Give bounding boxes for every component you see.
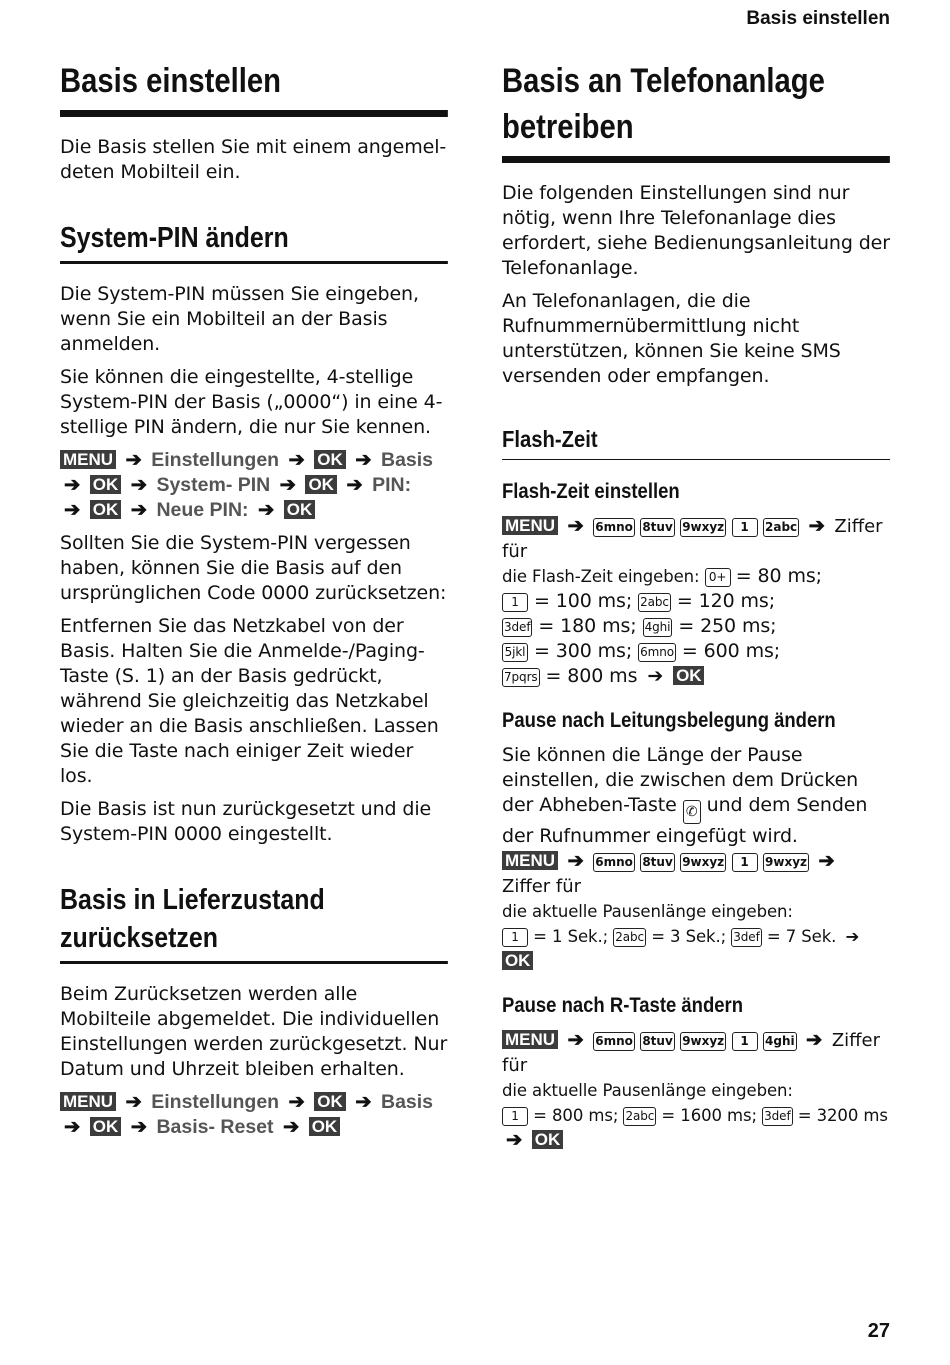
nav-basis-reset: Basis- Reset <box>156 1116 274 1138</box>
pbx-heading-line-2: betreiben <box>502 108 634 146</box>
digit-key-2: 2abc <box>763 518 799 537</box>
menu-key: MENU <box>60 450 116 469</box>
pause-line-heading: Pause nach Leitungsbelegung ändern <box>502 709 836 732</box>
pbx-heading-line-1: Basis an Telefonanlage <box>502 62 825 100</box>
digit-key-1: 1 <box>502 928 528 947</box>
digit-key-2: 2abc <box>623 1107 656 1126</box>
flash-value-3: = 180 ms; <box>538 615 637 637</box>
flash-value-6: = 600 ms; <box>681 640 781 662</box>
digit-key-4: 4ghi <box>643 618 673 637</box>
digit-key-9: 9wxyz <box>680 853 726 872</box>
arrow-icon: ➔ <box>282 1116 300 1138</box>
ok-key: OK <box>502 951 533 970</box>
nav-system-pin: System- PIN <box>156 474 271 496</box>
ok-key: OK <box>309 1117 341 1136</box>
system-pin-nav <box>60 448 448 523</box>
digit-key-8: 8tuv <box>640 518 674 537</box>
pause-r-ok <box>502 1128 890 1153</box>
reset-heading <box>60 881 448 964</box>
flash-values-row-4 <box>502 664 890 689</box>
flash-value-2: = 120 ms; <box>676 590 776 612</box>
arrow-icon: ➔ <box>130 1116 148 1138</box>
reset-heading-line-1: Basis in Lieferzustand <box>60 884 325 916</box>
pause-line-values <box>502 924 890 974</box>
digit-key-2: 2abc <box>638 593 671 612</box>
flash-subheading: Flash-Zeit einstellen <box>502 480 680 503</box>
menu-key: MENU <box>502 1030 558 1049</box>
arrow-icon: ➔ <box>567 850 584 872</box>
digit-key-3: 3def <box>502 618 532 637</box>
arrow-icon: ➔ <box>64 474 81 496</box>
digit-key-9: 9wxyz <box>763 853 809 872</box>
digit-key-1: 1 <box>732 518 758 537</box>
arrow-icon: ➔ <box>355 1091 372 1113</box>
flash-value-5: = 300 ms; <box>533 640 633 662</box>
flash-values-row-3 <box>502 639 890 664</box>
arrow-icon: ➔ <box>818 850 835 872</box>
pbx-heading <box>502 58 890 163</box>
pause-r-value-3: = 3200 ms <box>797 1106 888 1125</box>
arrow-icon: ➔ <box>64 1116 81 1138</box>
arrow-icon: ➔ <box>845 927 860 946</box>
flash-value-7: = 800 ms <box>545 665 638 687</box>
ok-key: OK <box>532 1130 564 1149</box>
ok-key: OK <box>314 450 346 469</box>
pause-enter-text: Ziffer für <box>502 876 582 897</box>
pause-line-value-2: = 3 Sek.; <box>651 927 727 946</box>
ok-key: OK <box>305 475 337 494</box>
system-pin-text-4: Entfernen Sie das Netzkabel von der Basis. Halten Sie die Anmelde-/Paging-Taste (S. 1) an der Basis gedrückt, während Sie gleichzeitig das Netzkabel wieder an die Basis anschließen. Lassen Sie die Taste nach einiger Zeit wieder los. <box>60 615 439 787</box>
arrow-icon: ➔ <box>125 449 142 471</box>
system-pin-text-5: Die Basis ist nun zurückgesetzt und die System-PIN 0000 eingestellt. <box>60 798 432 845</box>
pause-line-text-a: Sie können die Länge der Pause einstellen, die zwischen dem Drücken der Abheben-Taste <box>502 744 859 816</box>
pause-line-value-1: = 1 Sek.; <box>533 927 609 946</box>
flash-values-row-2 <box>502 614 890 639</box>
flash-enter-text-2 <box>502 564 890 589</box>
nav-settings: Einstellungen <box>151 449 280 471</box>
flash-values-row-1 <box>502 589 890 614</box>
arrow-icon: ➔ <box>567 1029 584 1051</box>
flash-heading: Flash-Zeit <box>502 423 890 460</box>
arrow-icon: ➔ <box>355 449 372 471</box>
pause-line-text <box>502 743 890 849</box>
flash-value-1: = 100 ms; <box>533 590 633 612</box>
arrow-icon: ➔ <box>125 1091 142 1113</box>
digit-key-6: 6mno <box>593 853 635 872</box>
digit-key-6: 6mno <box>638 643 676 662</box>
arrow-icon: ➔ <box>567 515 584 537</box>
pause-line-value-3: = 7 Sek. <box>766 927 837 946</box>
digit-key-5: 5jkl <box>502 643 528 662</box>
flash-value-4: = 250 ms; <box>678 615 777 637</box>
pause-line-text-b: und dem Senden der Rufnummer eingefügt wird. <box>502 794 868 847</box>
page-number: 27 <box>867 1320 890 1342</box>
digit-key-8: 8tuv <box>640 853 674 872</box>
pause-r-heading: Pause nach R-Taste ändern <box>502 994 744 1017</box>
ok-key: OK <box>90 1117 122 1136</box>
flash-enter-text: Ziffer für <box>502 516 883 562</box>
nav-basis: Basis <box>380 449 434 471</box>
arrow-icon: ➔ <box>808 515 825 537</box>
digit-key-8: 8tuv <box>640 1032 674 1051</box>
reset-nav <box>60 1090 448 1140</box>
system-pin-text-3: Sollten Sie die System-PIN vergessen haben, können Sie die Basis auf den ursprünglichen Code 0000 zurücksetzen: <box>60 532 447 604</box>
digit-key-1: 1 <box>732 853 758 872</box>
menu-key: MENU <box>502 851 558 870</box>
reset-text: Beim Zurücksetzen werden alle Mobilteile abgemeldet. Die individuellen Einstellungen werden zurückgesetzt. Nur Datum und Uhrzeit bleiben erhalten. <box>60 983 448 1080</box>
page-title: Basis einstellen <box>60 58 448 117</box>
digit-key-3: 3def <box>762 1107 792 1126</box>
digit-key-9: 9wxyz <box>680 1032 726 1051</box>
ok-key: OK <box>284 500 316 519</box>
arrow-icon: ➔ <box>288 1091 305 1113</box>
pause-r-value-1: = 800 ms; <box>533 1106 619 1125</box>
arrow-icon: ➔ <box>64 499 81 521</box>
reset-heading-line-2: zurücksetzen <box>60 922 219 954</box>
phone-icon: ✆ <box>683 800 701 824</box>
arrow-icon: ➔ <box>647 665 664 687</box>
digit-key-9: 9wxyz <box>680 518 726 537</box>
digit-key-4: 4ghi <box>763 1032 797 1051</box>
digit-key-3: 3def <box>731 928 761 947</box>
flash-enter-label: die Flash-Zeit eingeben: <box>502 567 700 586</box>
left-column <box>60 58 448 1140</box>
digit-key-6: 6mno <box>593 518 635 537</box>
digit-key-6: 6mno <box>593 1032 635 1051</box>
arrow-icon: ➔ <box>346 474 363 496</box>
pbx-text-1: Die folgenden Einstellungen sind nur nötig, wenn Ihre Telefonanlage dies erfordert, siehe Bedienungsanleitung der Telefonanlage. <box>502 182 890 279</box>
flash-value-0: = 80 ms; <box>735 565 822 587</box>
menu-key: MENU <box>60 1092 116 1111</box>
pause-enter-label: die aktuelle Pausenlänge eingeben: <box>502 902 793 921</box>
pause-r-enter-text: Ziffer für <box>502 1030 881 1076</box>
arrow-icon: ➔ <box>288 449 305 471</box>
right-column <box>502 58 890 1153</box>
digit-key-7: 7pqrs <box>502 668 540 687</box>
system-pin-heading: System-PIN ändern <box>60 219 448 264</box>
digit-key-2: 2abc <box>613 928 646 947</box>
system-pin-text-2: Sie können die eingestellte, 4-stellige System-PIN der Basis („0000“) in eine 4-stellige PIN ändern, die nur Sie kennen. <box>60 366 443 438</box>
arrow-icon: ➔ <box>130 499 148 521</box>
arrow-icon: ➔ <box>130 474 148 496</box>
digit-key-1: 1 <box>732 1032 758 1051</box>
nav-new-pin: Neue PIN: <box>156 499 249 521</box>
intro-text: Die Basis stellen Sie mit einem angemel-deten Mobilteil ein. <box>60 136 447 183</box>
running-head: Basis einstellen <box>746 8 890 29</box>
digit-key-0: 0+ <box>705 568 731 587</box>
menu-key: MENU <box>502 516 558 535</box>
nav-pin: PIN: <box>372 474 412 496</box>
ok-key: OK <box>90 475 122 494</box>
pbx-text-2: An Telefonanlagen, die die Rufnummernübermittlung nicht unterstützen, können Sie keine SMS versenden oder empfangen. <box>502 290 841 387</box>
system-pin-text-1: Die System-PIN müssen Sie eingeben, wenn Sie ein Mobilteil an der Basis anmelden. <box>60 283 419 355</box>
pause-r-nav <box>502 1028 890 1078</box>
pause-r-enter-label: die aktuelle Pausenlänge eingeben: <box>502 1081 793 1100</box>
digit-key-1: 1 <box>502 593 528 612</box>
arrow-icon: ➔ <box>806 1029 823 1051</box>
arrow-icon: ➔ <box>257 499 275 521</box>
nav-basis: Basis <box>380 1091 434 1113</box>
flash-nav <box>502 514 890 564</box>
nav-settings: Einstellungen <box>151 1091 280 1113</box>
ok-key: OK <box>673 666 704 685</box>
arrow-icon: ➔ <box>506 1129 523 1151</box>
pause-line-nav <box>502 849 890 899</box>
ok-key: OK <box>90 500 122 519</box>
pause-r-values <box>502 1103 890 1128</box>
pause-r-value-2: = 1600 ms; <box>661 1106 757 1125</box>
ok-key: OK <box>314 1092 346 1111</box>
digit-key-1: 1 <box>502 1107 528 1126</box>
arrow-icon: ➔ <box>279 474 297 496</box>
